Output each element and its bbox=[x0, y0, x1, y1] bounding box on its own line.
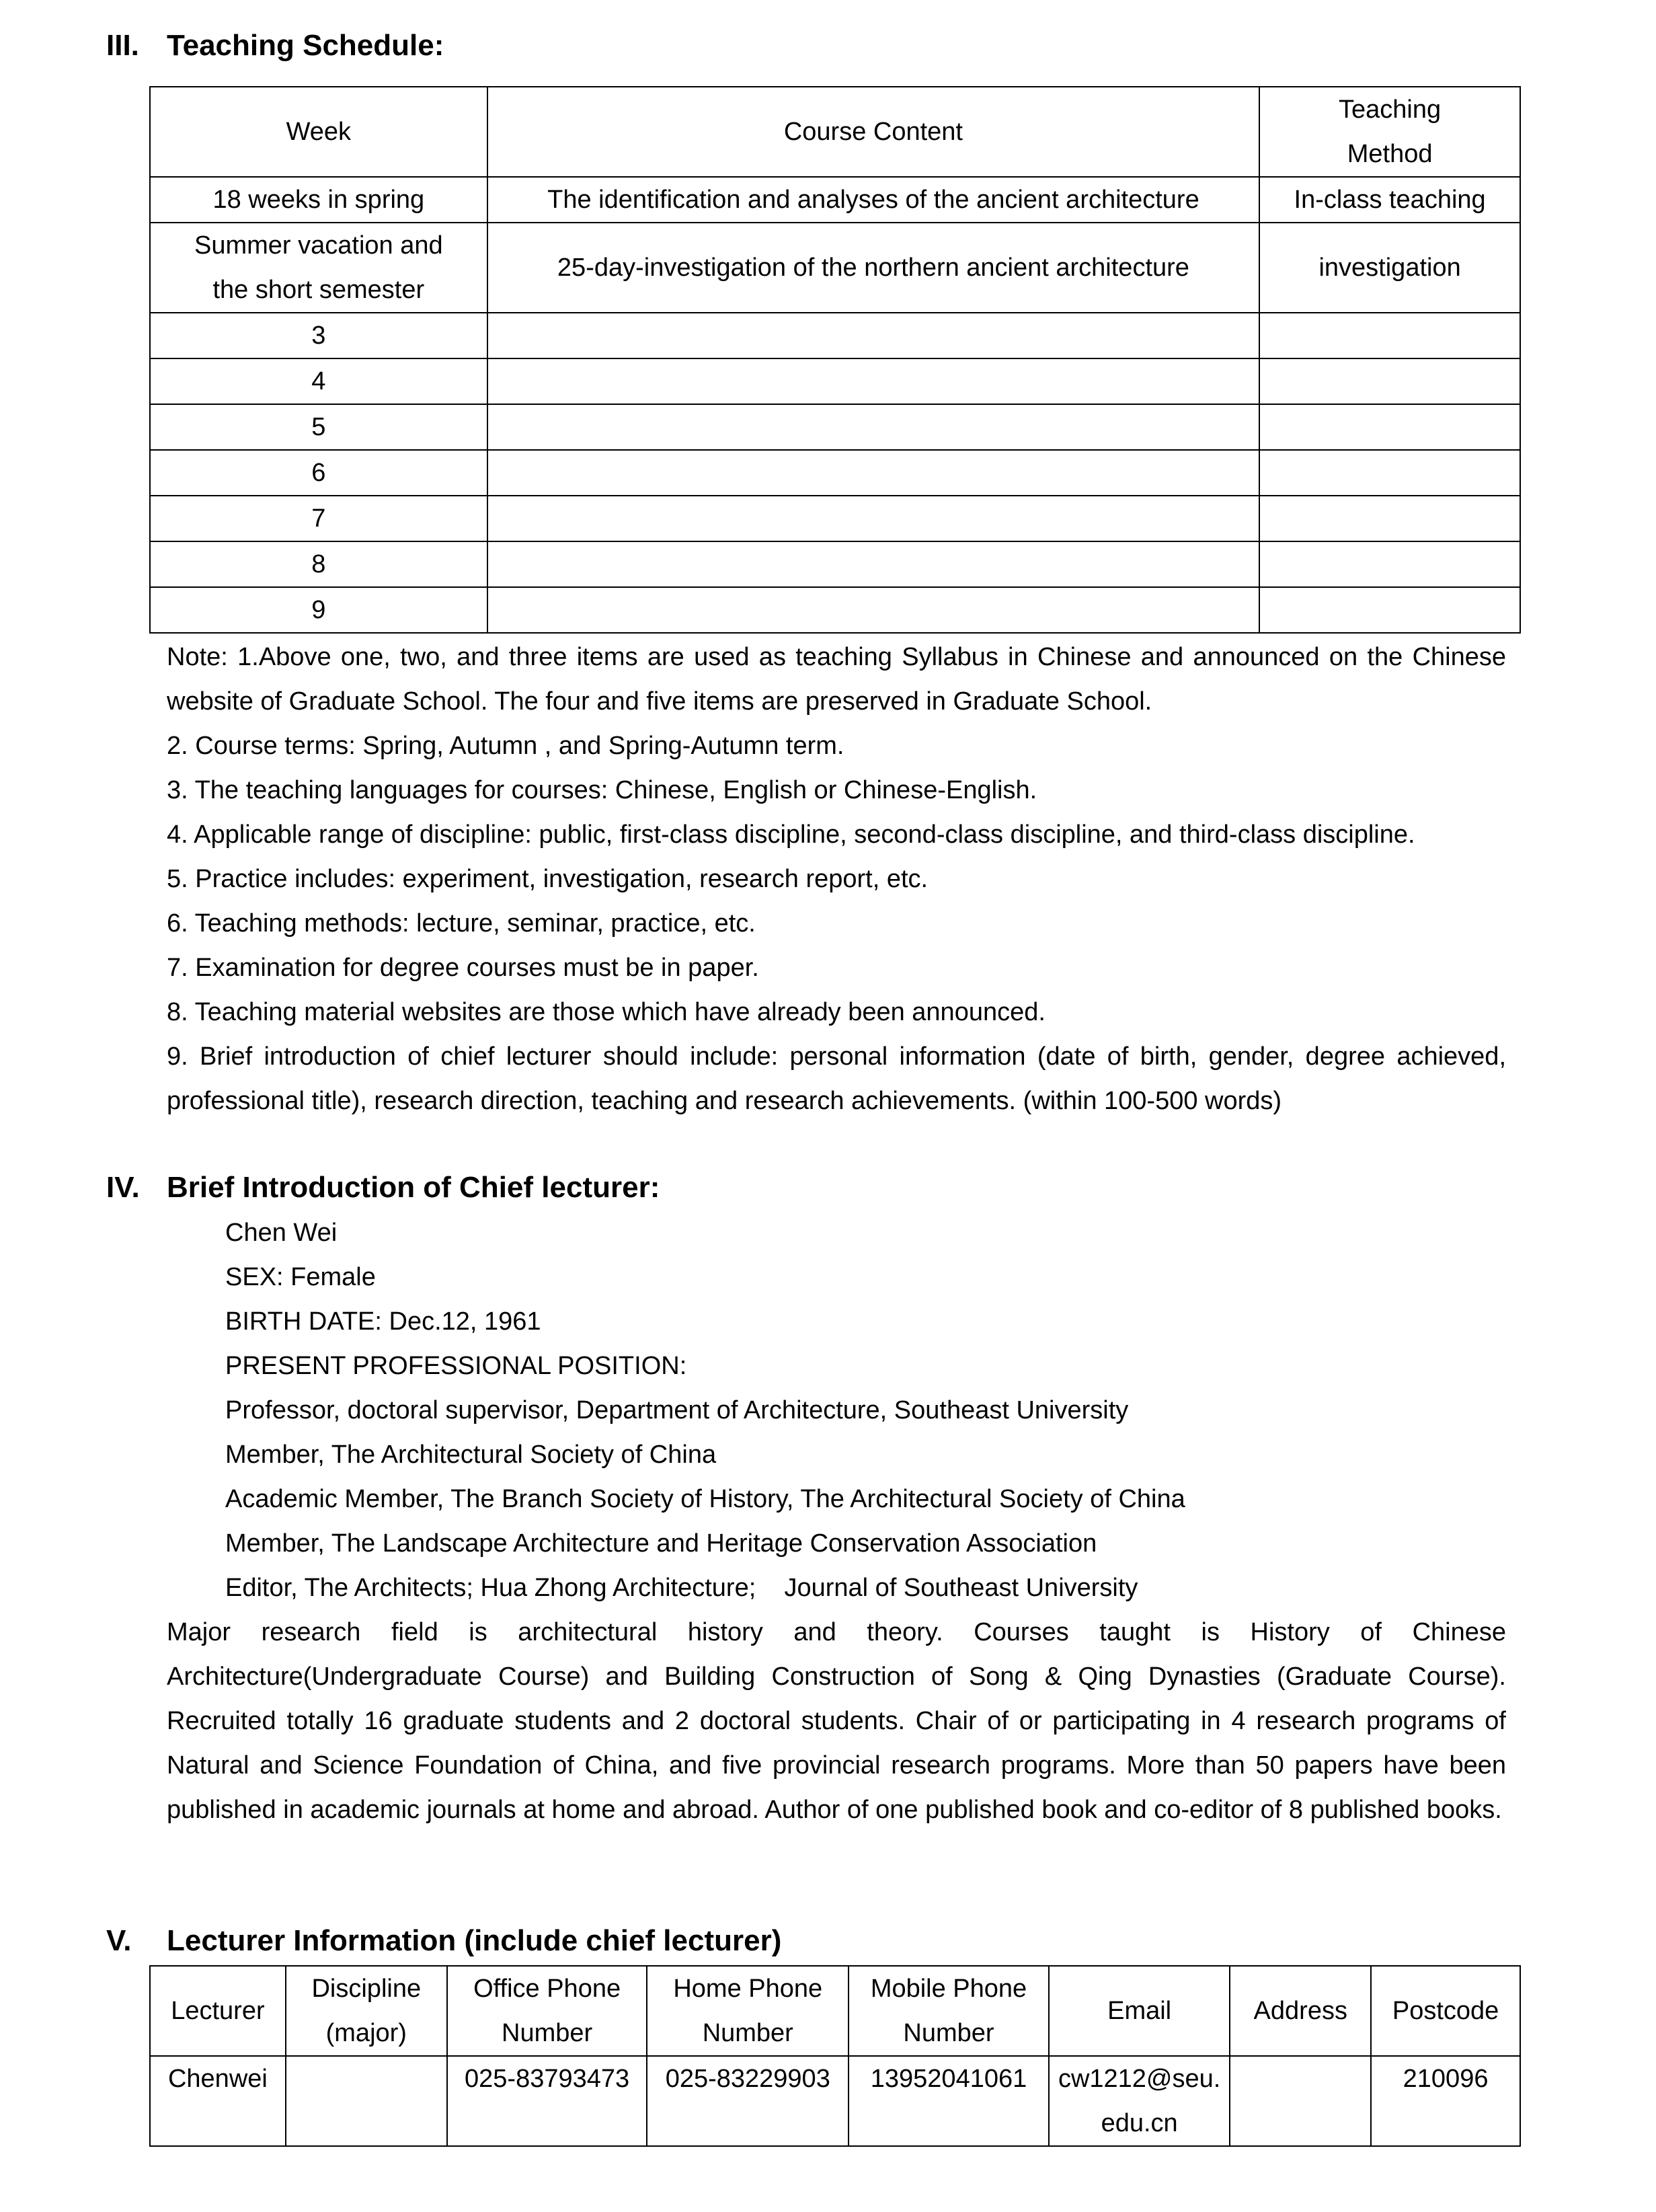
method-cell bbox=[1259, 450, 1520, 496]
email-cell: cw1212@seu.edu.cn bbox=[1049, 2056, 1230, 2146]
header-cell-address: Address bbox=[1230, 1966, 1371, 2056]
table-row bbox=[150, 223, 1520, 313]
week-cell: 3 bbox=[150, 313, 487, 358]
note-item: 6. Teaching methods: lecture, seminar, practice, etc. bbox=[167, 909, 756, 938]
week-cell: 8 bbox=[150, 541, 487, 587]
table-row bbox=[150, 2056, 1520, 2146]
section-3-number: III. bbox=[106, 29, 139, 62]
note-item: 5. Practice includes: experiment, investigation, research report, etc. bbox=[167, 865, 929, 893]
header-cell-lecturer: Lecturer bbox=[150, 1966, 286, 2056]
content-cell bbox=[487, 313, 1260, 358]
note-item: 4. Applicable range of discipline: public, first-class discipline, second-class discipline, and third-class discipline. bbox=[167, 821, 1415, 849]
method-cell bbox=[1259, 541, 1520, 587]
header-cell-course-content: Course Content bbox=[487, 87, 1260, 177]
section-3-heading bbox=[106, 27, 444, 65]
method-cell bbox=[1259, 358, 1520, 404]
header-cell-home-phone: Home Phone Number bbox=[647, 1966, 849, 2056]
content-cell bbox=[487, 541, 1260, 587]
bio-line: SEX: Female bbox=[225, 1263, 376, 1291]
table-row bbox=[150, 358, 1520, 404]
header-cell-discipline: Discipline (major) bbox=[286, 1966, 447, 2056]
table-row bbox=[150, 313, 1520, 358]
week-cell: Summer vacation and the short semester bbox=[150, 223, 487, 313]
week-cell: 9 bbox=[150, 587, 487, 633]
section-4-heading bbox=[106, 1169, 660, 1207]
teaching-schedule-table bbox=[149, 86, 1521, 634]
section-3-title: Teaching Schedule: bbox=[167, 29, 444, 62]
header-cell-week: Week bbox=[150, 87, 487, 177]
section-4-number: IV. bbox=[106, 1171, 140, 1204]
bio-name: Chen Wei bbox=[225, 1219, 338, 1247]
table-row bbox=[150, 587, 1520, 633]
week-cell: 6 bbox=[150, 450, 487, 496]
discipline-cell bbox=[286, 2056, 447, 2146]
table-row bbox=[150, 496, 1520, 541]
home-phone-cell: 025-83229903 bbox=[647, 2056, 849, 2146]
note-item: 9. Brief introduction of chief lecturer should include: personal information (date of birth, gender, degree achieved, professional title), research direction, teaching and research achievements. (within 100-500 words) bbox=[167, 1042, 1506, 1115]
header-cell-postcode: Postcode bbox=[1371, 1966, 1520, 2056]
bio-paragraph: Major research field is architectural history and theory. Courses taught is History of Chinese Architecture(Undergraduate Course) and Building Construction of Song & Qing Dynasties (Graduate Course). Recruited totally 16 graduate students and 2 doctoral students. Chair of or participating in 4 research programs of Natural and Science Foundation of China, and five provincial research programs. More than 50 papers have been published in academic journals at home and abroad. Author of one published book and co-editor of 8 published books. bbox=[167, 1618, 1506, 1824]
content-cell: The identification and analyses of the ancient architecture bbox=[487, 177, 1260, 223]
week-cell: 5 bbox=[150, 404, 487, 450]
section-5-heading bbox=[106, 1922, 781, 1960]
table-header-row bbox=[150, 1966, 1520, 2056]
header-cell-office-phone: Office Phone Number bbox=[447, 1966, 647, 2056]
office-phone-cell: 025-83793473 bbox=[447, 2056, 647, 2146]
method-cell bbox=[1259, 404, 1520, 450]
note-item: 2. Course terms: Spring, Autumn , and Spring-Autumn term. bbox=[167, 732, 844, 760]
week-cell: 18 weeks in spring bbox=[150, 177, 487, 223]
bio-line: Academic Member, The Branch Society of History, The Architectural Society of China bbox=[225, 1485, 1185, 1513]
lecturer-name-cell: Chenwei bbox=[150, 2056, 286, 2146]
table-row bbox=[150, 450, 1520, 496]
table-row bbox=[150, 177, 1520, 223]
address-cell bbox=[1230, 2056, 1371, 2146]
content-cell bbox=[487, 404, 1260, 450]
bio-line: PRESENT PROFESSIONAL POSITION: bbox=[225, 1352, 687, 1380]
content-cell bbox=[487, 496, 1260, 541]
table-header-row bbox=[150, 87, 1520, 177]
content-cell bbox=[487, 450, 1260, 496]
method-cell bbox=[1259, 313, 1520, 358]
note-item: 8. Teaching material websites are those which have already been announced. bbox=[167, 998, 1046, 1026]
lecturer-info-table bbox=[149, 1965, 1521, 2147]
notes-block bbox=[167, 635, 1506, 1123]
header-cell-mobile-phone: Mobile Phone Number bbox=[849, 1966, 1049, 2056]
table-row bbox=[150, 404, 1520, 450]
method-cell: investigation bbox=[1259, 223, 1520, 313]
bio-line: Professor, doctoral supervisor, Department of Architecture, Southeast University bbox=[225, 1396, 1129, 1424]
mobile-phone-cell: 13952041061 bbox=[849, 2056, 1049, 2146]
note-item: 7. Examination for degree courses must be in paper. bbox=[167, 954, 759, 982]
method-cell bbox=[1259, 587, 1520, 633]
note-item: 3. The teaching languages for courses: Chinese, English or Chinese-English. bbox=[167, 776, 1037, 804]
method-cell: In-class teaching bbox=[1259, 177, 1520, 223]
section-5-number: V. bbox=[106, 1924, 132, 1957]
section-4-title: Brief Introduction of Chief lecturer: bbox=[167, 1171, 660, 1204]
section-5-title: Lecturer Information (include chief lecturer) bbox=[167, 1924, 782, 1957]
content-cell: 25-day-investigation of the northern ancient architecture bbox=[487, 223, 1260, 313]
content-cell bbox=[487, 358, 1260, 404]
header-cell-email: Email bbox=[1049, 1966, 1230, 2056]
content-cell bbox=[487, 587, 1260, 633]
week-cell: 7 bbox=[150, 496, 487, 541]
bio-line: Member, The Architectural Society of China bbox=[225, 1441, 717, 1469]
header-cell-teaching-method: Teaching Method bbox=[1259, 87, 1520, 177]
bio-line: BIRTH DATE: Dec.12, 1961 bbox=[225, 1307, 541, 1336]
postcode-cell: 210096 bbox=[1371, 2056, 1520, 2146]
week-cell: 4 bbox=[150, 358, 487, 404]
lecturer-bio bbox=[225, 1211, 1185, 1610]
method-cell bbox=[1259, 496, 1520, 541]
bio-line: Member, The Landscape Architecture and Heritage Conservation Association bbox=[225, 1529, 1097, 1558]
bio-line: Editor, The Architects; Hua Zhong Architecture; Journal of Southeast University bbox=[225, 1574, 1138, 1602]
table-row bbox=[150, 541, 1520, 587]
note-item: Note: 1.Above one, two, and three items are used as teaching Syllabus in Chinese and announced on the Chinese website of Graduate School. The four and five items are preserved in Graduate School. bbox=[167, 643, 1506, 716]
